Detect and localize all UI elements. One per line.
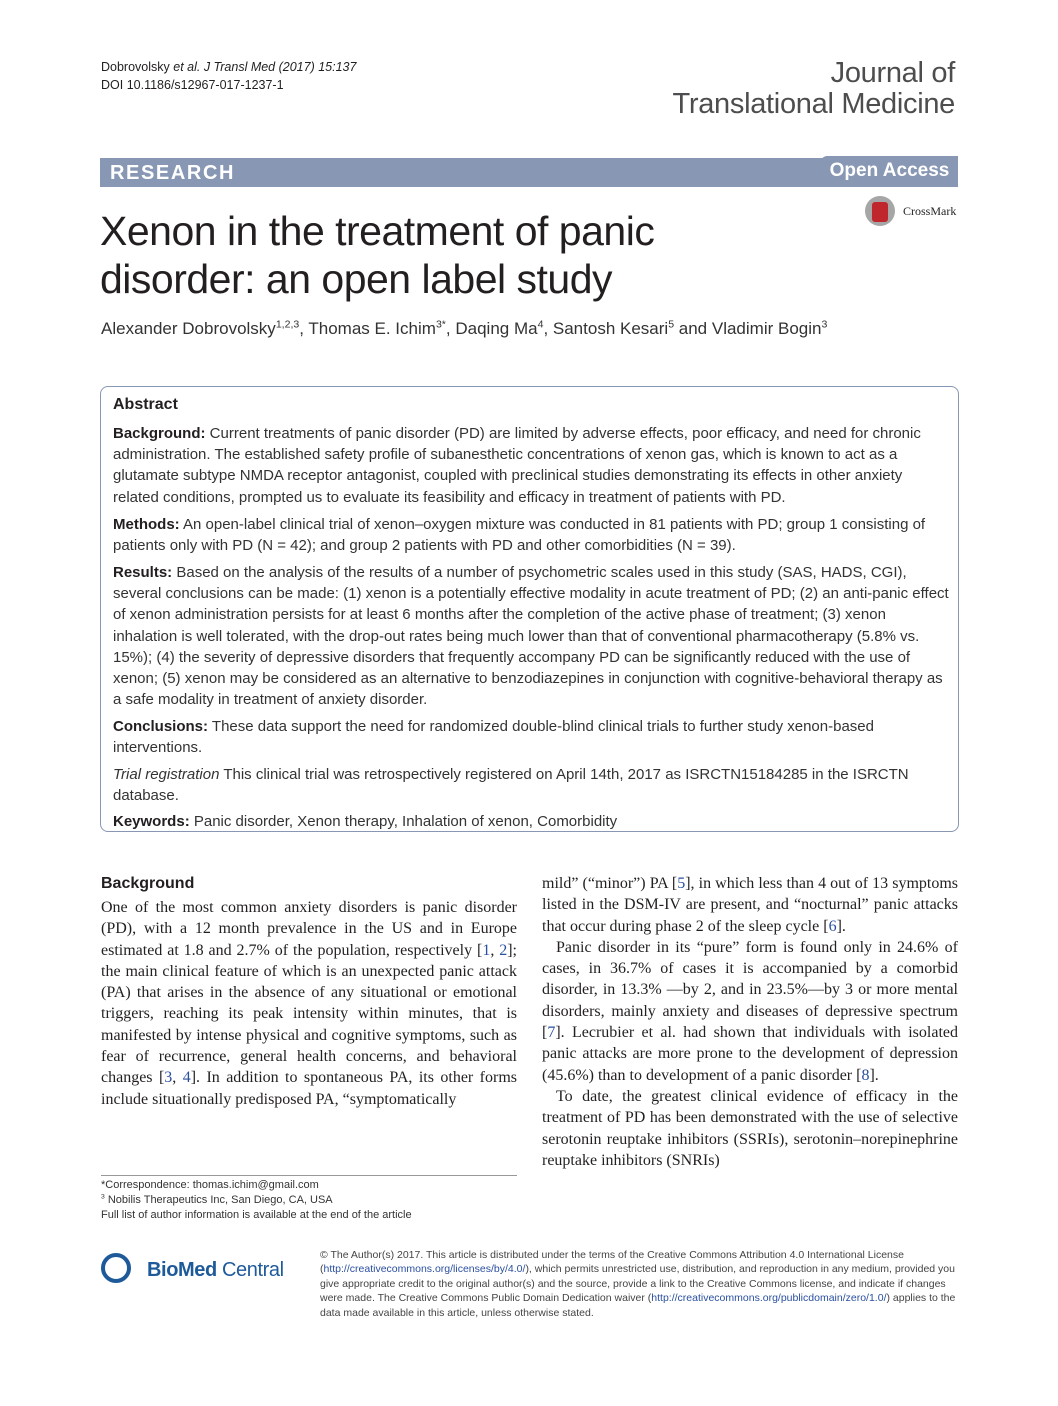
- footnotes: [101, 1178, 521, 1223]
- reference-link[interactable]: 6: [828, 917, 837, 935]
- abstract-conclusions: Conclusions: These data support the need for randomized double-blind clinical trials to further study xenon-based interventions.: [113, 718, 874, 757]
- article-title: Xenon in the treatment of panic disorder: an open label study: [100, 208, 655, 302]
- body-paragraph: One of the most common anxiety disorders is panic disorder (PD), with a 12 month prevalence in the US and in Europe estimated at 1.8 and 2.7% of the population, respectively [1, 2]; the main clinical feature of which is an unexpected panic attack (PA) that arises in the absence of any situational or emotional triggers, reaching its peak intensity within minutes, that is manifested by intense physical and cognitive symptoms, such as fear of recurrence, general health concerns, and behavioral changes [3, 4]. In addition to spontaneous PA, its other forms include situationally predisposed PA, “symptomatically: [101, 899, 517, 1108]
- reference-link[interactable]: 3: [164, 1069, 173, 1087]
- reference-link[interactable]: 5: [677, 875, 686, 892]
- body-paragraph: mild” (“minor”) PA [5], in which less than 4 out of 13 symptoms listed in the DSM-IV are present, and “nocturnal” panic attacks that occur during phase 2 of the sleep cycle [6].: [542, 875, 959, 935]
- citation-journal: et al. J Transl Med: [173, 60, 276, 74]
- article-type-banner: [100, 158, 958, 187]
- affiliation-footnote: $^3$ Nobilis Therapeutics Inc, San Diego, CA, USA: [101, 1193, 333, 1206]
- public-domain-link[interactable]: http://creativecommons.org/publicdomain/zero/1.0/: [651, 1292, 887, 1305]
- author[interactable]: Vladimir Bogin$^3$: [711, 318, 828, 338]
- abstract-methods: Methods: An open-label clinical trial of xenon–oxygen mixture was conducted in 81 patients with PD; group 1 consisting of patients only with PD (N = 42); and group 2 patients with PD and other comorbidities (N = 39).: [113, 516, 926, 555]
- reference-link[interactable]: 8: [861, 1066, 870, 1084]
- biomed-central-ring-icon: [101, 1253, 131, 1283]
- crossmark-button[interactable]: [865, 195, 959, 229]
- crossmark-icon: [865, 196, 895, 226]
- author-list: Alexander Dobrovolsky$^{1,2,3}$, Thomas E. Ichim$^{3*}$, Daqing Ma$^4$, Santosh Kesari$^5$ and Vladimir Bogin$^3$: [101, 318, 828, 338]
- citation-header: [101, 58, 356, 94]
- publisher-name: BioMed Central: [147, 1259, 284, 1281]
- open-access-badge: Open Access: [821, 156, 958, 187]
- author[interactable]: Thomas E. Ichim$^{3*}$: [308, 318, 446, 338]
- journal-name-line2: Translational Medicine: [672, 88, 955, 120]
- reference-link[interactable]: 4: [182, 1069, 191, 1087]
- abstract-keywords: Keywords: Panic disorder, Xenon therapy, Inhalation of xenon, Comorbidity: [113, 813, 618, 830]
- reference-link[interactable]: 7: [547, 1024, 556, 1042]
- doi: DOI 10.1186/s12967-017-1237-1: [101, 78, 284, 92]
- body-paragraph: To date, the greatest clinical evidence of efficacy in the treatment of PD has been demonstrated with the use of selective serotonin reuptake inhibitors (SSRIs), serotonin–norepinephrine reuptake inhibitors (SNRIs): [542, 1087, 958, 1169]
- correspondence-footnote: *Correspondence: thomas.ichim@gmail.com: [101, 1179, 319, 1191]
- license-statement: © The Author(s) 2017. This article is distributed under the terms of the Creative Commons Attribution 4.0 International License (http://creativecommons.org/licenses/by/4.0/), which permits unrestricted use, distribution, and reproduction in any medium, provided you give appropriate credit to the original author(s) and the source, provide a link to the Creative Commons license, and indicate if changes were made. The Creative Commons Public Domain Dedication waiver (http://creativecommons.org/publicdomain/zero/1.0/) applies to the data made available in this article, unless otherwise stated.: [320, 1249, 956, 1319]
- body-column-right: [542, 873, 958, 1171]
- citation-volume: (2017) 15:137: [275, 60, 357, 74]
- author[interactable]: Daqing Ma$^4$: [455, 318, 544, 338]
- body-column-left: [101, 897, 517, 1110]
- journal-name: [673, 58, 955, 120]
- reference-link[interactable]: 1: [482, 941, 491, 959]
- journal-name-line1: Journal of: [830, 57, 955, 89]
- footnote-divider: [101, 1175, 517, 1176]
- section-heading-background: Background: [101, 875, 195, 892]
- abstract-box: [100, 386, 959, 832]
- citation-authors: Dobrovolsky: [101, 60, 174, 74]
- body-paragraph: Panic disorder in its “pure” form is found only in 24.6% of cases, in 36.7% of cases it is accompanied by a comorbid disorder, in 13.3% —by 2, and in 23.5%—by 3 or more mental disorders, mainly anxiety and diseases of depressive spectrum [7]. Lecrubier et al. had shown that individuals with isolated panic attacks are more prone to the development of depression (45.6%) than to development of a panic disorder [8].: [542, 938, 958, 1084]
- license-link[interactable]: http://creativecommons.org/licenses/by/4.0/: [323, 1263, 526, 1276]
- author[interactable]: Alexander Dobrovolsky$^{1,2,3}$: [101, 318, 300, 338]
- abstract-results: Results: Based on the analysis of the results of a number of psychometric scales used in this study (SAS, HADS, CGI), several conclusions can be made: (1) xenon is a potentially effective modality in acute treatment of PD; (2) an anti-panic effect of xenon administration persists for at least 6 months after the completion of the active phase of treatment; (3) xenon inhalation is well tolerated, with the drop-out rates being much lower than that of conventional pharmacotherapy (5.8% vs. 15%); (4) the severity of depressive disorders that frequently accompany PD can be significantly reduced with the use of xenon; (5) xenon may be considered as an alternative to benzodiazepines in conjunction with cognitive-behavioral therapy as a safe modality in treatment of anxiety disorder.: [113, 564, 949, 709]
- abstract-trial-registration: Trial registration This clinical trial was retrospectively registered on April 14th, 2017 as ISRCTN15184285 in the ISRCTN database.: [113, 766, 909, 805]
- crossmark-label: CrossMark: [903, 204, 957, 218]
- abstract-heading: Abstract: [113, 396, 178, 413]
- research-label: RESEARCH: [110, 162, 236, 184]
- reference-link[interactable]: 2: [499, 941, 508, 959]
- author[interactable]: Santosh Kesari$^5$: [552, 318, 675, 338]
- biomed-central-logo[interactable]: [101, 1251, 301, 1291]
- abstract-background: Background: Current treatments of panic disorder (PD) are limited by adverse effects, poor efficacy, and need for chronic administration. The established safety profile of subanesthetic concentrations of xenon gas, which is known to act as a glutamate subtype NMDA receptor antagonist, coupled with preclinical studies demonstrating its effects in other anxiety related conditions, prompted us to evaluate its feasibility and efficacy in treatment of patients with PD.: [113, 425, 921, 506]
- author-info-note: Full list of author information is available at the end of the article: [101, 1209, 412, 1221]
